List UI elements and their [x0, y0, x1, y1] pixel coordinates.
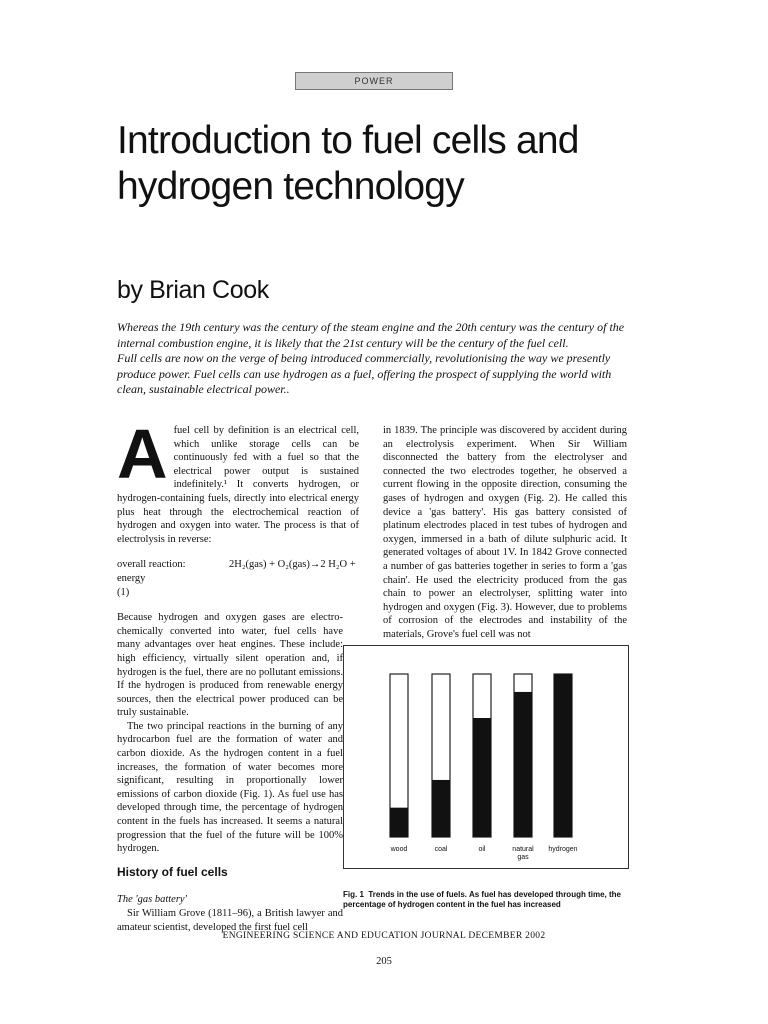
body-text: fuel cell by definition is an electrical cell, which unlike storage cells can be continuously fed with a fuel so that the electrical power output is sustained indefinitely.¹ It converts hydrogen, or hydrogen-containing fuels, directly into electrical energy plus heat through the electrochemical reaction of hydrogen and oxygen into water. The process is that of electrolysis in reverse:: [117, 425, 359, 545]
fuel-trend-chart: [344, 646, 628, 868]
body-paragraph: [117, 415, 359, 546]
bar-natural-gas: [514, 692, 532, 837]
body-paragraph: The two principal reactions in the burning of any hydrocarbon fuel are the formation of water and carbon dioxide. As the hydrogen content in a fuel increases, the formation of water becomes more significant, resulting in proportionally lower emissions of carbon dioxide (Fig. 1). As fuel use has developed through time, the percentage of hydrogen content in the fuels has increased. It seems a natural progression that the fuel of the future will be 100% hydrogen.: [117, 720, 343, 855]
figure-1: [343, 645, 629, 869]
category-label: wood: [390, 846, 408, 853]
category-label: gas: [517, 854, 529, 861]
category-label: natural: [512, 846, 534, 853]
body-paragraph: Sir William Grove (1811–96), a British lawyer and amateur scientist, developed the first fuel cell: [117, 908, 343, 933]
equation-formula: 2H₂(gas) + O₂(gas)→2 H₂O + energy: [117, 559, 356, 584]
body-paragraph: in 1839. The principle was discovered by accident during an electrolysis experiment. When Sir William disconnected the battery from the electrolyser and connected the two electrodes together, he observed a current flowing in the opposite direction, consuming the gases of hydrogen and oxygen (Fig. 2). He called this device a 'gas battery'. His gas battery consisted of platinum electrodes placed in test tubes of hydrogen and oxygen, immersed in a bath of dilute sulphuric acid. It generated voltages of about 1V. In 1842 Grove connected a number of gas batteries together in series to form a 'gas chain'. He used the electricity produced from the gas chain to power an electrolyser, splitting water into hydrogen and oxygen (Fig. 3). However, due to problems of corrosion of the electrodes and instability of the materials, Grove's fuel cell was not: [383, 425, 627, 640]
abstract: [117, 320, 637, 398]
caption-text: Trends in the use of fuels. As fuel has developed through time, the percentage of hydrogen content in the fuel has increased: [343, 890, 621, 909]
category-label: coal: [434, 846, 448, 853]
figure-caption: [343, 890, 627, 910]
body-column-left: [117, 415, 359, 934]
category-label: hydrogen: [548, 846, 578, 853]
caption-label: Fig. 1: [343, 890, 364, 899]
body-paragraph: Because hydrogen and oxygen gases are electro-chemically converted into water, fuel cells have many advantages over heat engines. These include: high efficiency, virtually silent operation and, if hydrogen is the fuel, there are no pollutant emissions. If the hydrogen is produced from renewable energy sources, then the electrical power produced can be truly sustainable.: [117, 612, 343, 719]
equation: [117, 558, 359, 599]
body-column-right: [383, 424, 627, 642]
section-badge: POWER: [295, 72, 453, 90]
page-number: 205: [376, 956, 392, 967]
byline: by Brian Cook: [117, 276, 269, 304]
bar-coal: [432, 780, 450, 837]
category-label: oil: [478, 846, 486, 853]
equation-label: overall reaction:: [117, 559, 186, 571]
bar-hydrogen: [554, 674, 572, 837]
abstract-paragraph-1: Whereas the 19th century was the century of the steam engine and the 20th century was the century of the internal combustion engine, it is likely that the 21st century will be the century of the fuel cell.: [117, 320, 625, 350]
dropcap: A: [117, 415, 168, 493]
equation-number: (1): [117, 586, 130, 598]
subsection-heading: The 'gas battery': [117, 894, 187, 906]
journal-footer: ENGINEERING SCIENCE AND EDUCATION JOURNAL DECEMBER 2002: [222, 931, 546, 941]
section-heading: History of fuel cells: [117, 864, 228, 879]
bar-oil: [473, 718, 491, 837]
abstract-paragraph-2: Full cells are now on the verge of being introduced commercially, revolutionising the way we presently produce power. Fuel cells can use hydrogen as a fuel, offering the prospect of supplying the world with clean, sustainable electrical power..: [117, 351, 612, 396]
article-title: Introduction to fuel cells and hydrogen technology: [117, 119, 579, 208]
bar-wood: [390, 808, 408, 837]
